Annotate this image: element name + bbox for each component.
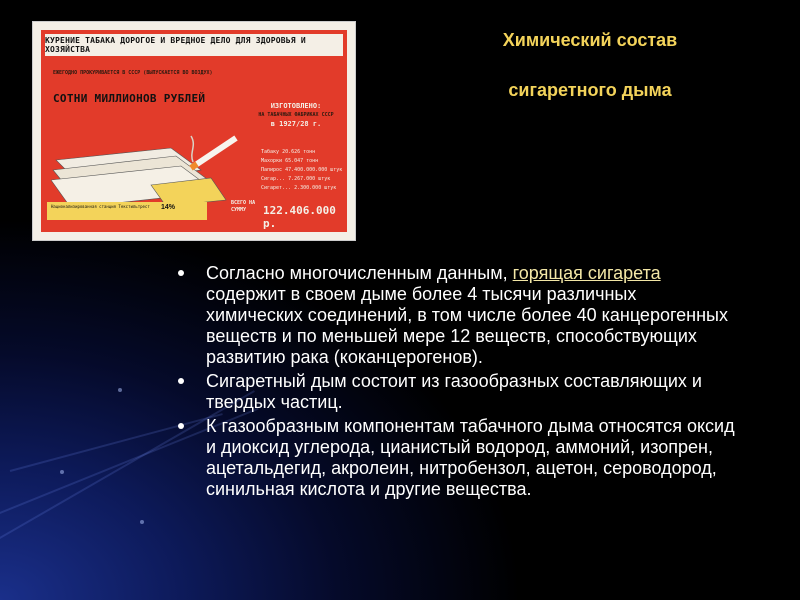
slide-title-line2: сигаретного дыма bbox=[508, 80, 672, 100]
burning-cigarette-link[interactable]: горящая сигарета bbox=[512, 263, 661, 283]
poster-made-title: ИЗГОТОВЛЕНО: bbox=[270, 102, 322, 110]
poster-big-text: СОТНИ МИЛЛИОНОВ РУБЛЕЙ bbox=[53, 92, 206, 105]
bullet-item bbox=[178, 263, 738, 368]
bullet-item bbox=[178, 371, 738, 413]
poster-subtitle: ЕЖЕГОДНО ПРОКУРИВАЕТСЯ В СССР (ВЫПУСКАЕТСЯ ВО ВОЗДУХ) bbox=[53, 70, 213, 76]
bullet-dot-icon bbox=[178, 378, 184, 384]
poster-list-item: Табаку 20.626 тонн bbox=[261, 149, 316, 155]
bullet-dot-icon bbox=[178, 423, 184, 429]
poster-image bbox=[33, 22, 355, 240]
bullet-text-after: содержит в своем дыме более 4 тысячи различных химических соединений, в том числе более 40 канцерогенных веществ и по меньшей мере 12 веществ, способствующих развитию рака (коканцерогенов). bbox=[206, 284, 728, 367]
bullet-dot-icon bbox=[178, 270, 184, 276]
poster-top-banner: КУРЕНИЕ ТАБАКА ДОРОГОЕ И ВРЕДНОЕ ДЕЛО ДЛЯ ЗДОРОВЬЯ И ХОЗЯЙСТВА bbox=[45, 34, 343, 56]
poster-total-sum: 122.406.000 р. bbox=[263, 204, 336, 230]
bullet-text: К газообразным компонентам табачного дыма относятся оксид и диоксид углерода, цианистый водород, аммоний, изопрен, ацетальдегид, акролеин, нитробензол, ацетон, сероводород, синильная кислота и другие вещества. bbox=[206, 416, 735, 499]
poster-made-year: в 1927/28 г. bbox=[270, 120, 322, 128]
decor-dot bbox=[60, 470, 64, 474]
poster-made-sub: НА ТАБАЧНЫХ ФАБРИКАХ СССР bbox=[258, 112, 334, 118]
poster-made-block bbox=[251, 102, 341, 129]
bullet-text: Сигаретный дым состоит из газообразных составляющих и твердых частиц. bbox=[206, 371, 702, 412]
slide-title-line1: Химический состав bbox=[502, 30, 678, 50]
poster-list-item: Папирос 47.400.000.000 штук bbox=[261, 167, 343, 173]
decor-dot bbox=[118, 388, 122, 392]
poster-list-item: Сигарет... 2.300.000 штук bbox=[261, 185, 337, 191]
poster-papers-illustration bbox=[51, 130, 241, 208]
poster-percent: 14% bbox=[161, 204, 176, 211]
bullet-list bbox=[178, 263, 738, 503]
poster-canvas bbox=[41, 30, 347, 232]
poster-list-item: Махорки 65.047 тонн bbox=[261, 158, 319, 164]
decor-dot bbox=[140, 520, 144, 524]
poster-total-label: ВСЕГО НА СУММУ bbox=[231, 200, 256, 213]
slide-title bbox=[410, 28, 770, 102]
poster-list-item: Сигар... 7.267.000 штук bbox=[261, 176, 331, 182]
poster-bottom-note: Национализированная станция Текстильтрест bbox=[47, 202, 207, 220]
bullet-text-before: Согласно многочисленным данным, bbox=[206, 263, 513, 283]
poster-list bbox=[261, 148, 342, 193]
bullet-item bbox=[178, 416, 738, 500]
